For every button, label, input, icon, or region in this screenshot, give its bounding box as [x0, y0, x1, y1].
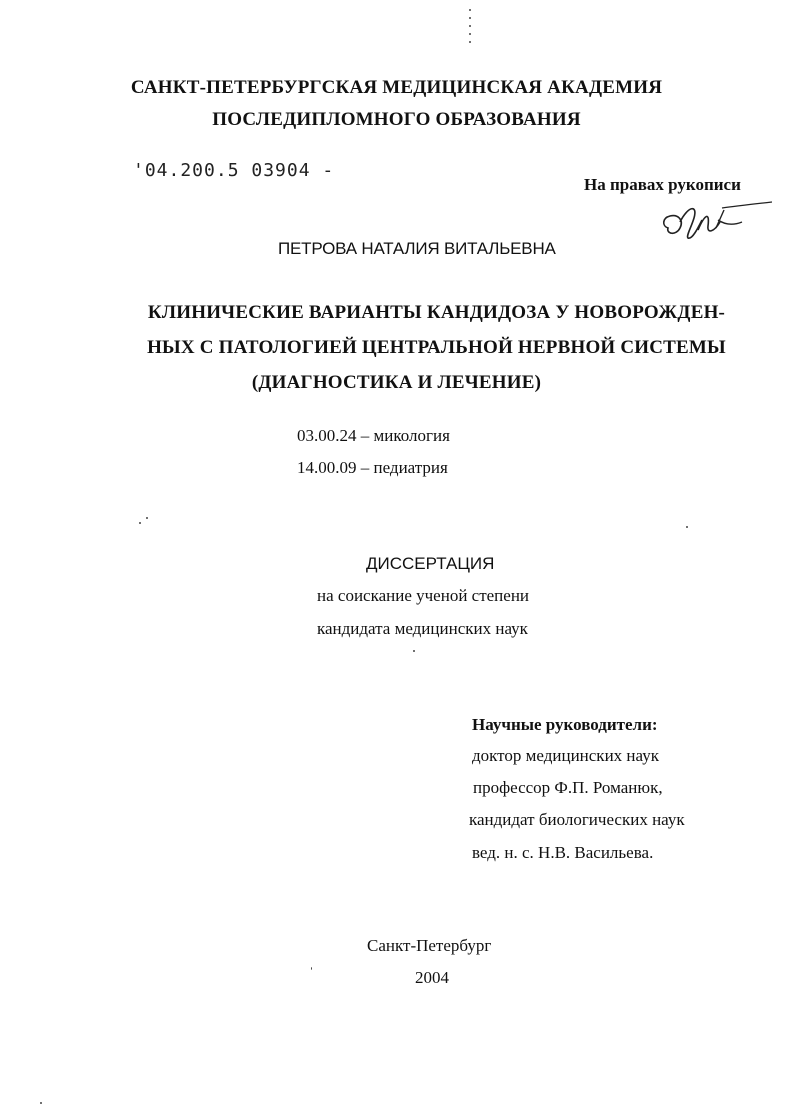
supervisor-line: профессор Ф.П. Романюк, — [473, 778, 663, 797]
specialty-code: 03.00.24 – микология — [297, 426, 450, 445]
scan-speck — [40, 1102, 42, 1104]
scan-speck — [469, 25, 471, 27]
rights-notice: На правах рукописи — [584, 175, 741, 194]
academy-name-line-2: ПОСЛЕДИПЛОМНОГО ОБРАЗОВАНИЯ — [212, 109, 581, 130]
degree-line-2: кандидата медицинских наук — [317, 619, 528, 638]
year: 2004 — [415, 968, 449, 987]
scan-speck — [311, 967, 312, 970]
dissertation-title-line-1: КЛИНИЧЕСКИЕ ВАРИАНТЫ КАНДИДОЗА У НОВОРОЖДЕН- — [147, 302, 726, 323]
scan-speck — [413, 650, 415, 652]
dissertation-title-line-3: (ДИАГНОСТИКА И ЛЕЧЕНИЕ) — [251, 372, 542, 393]
scan-speck — [686, 526, 688, 528]
signature-icon — [658, 198, 776, 244]
scan-speck — [146, 517, 148, 519]
scan-speck — [469, 41, 471, 43]
registration-stamp-number: '04.200.5 03904 - — [133, 160, 335, 181]
supervisor-line: доктор медицинских наук — [472, 746, 659, 765]
scan-speck — [139, 522, 141, 524]
dissertation-title-line-2: НЫХ С ПАТОЛОГИЕЙ ЦЕНТРАЛЬНОЙ НЕРВНОЙ СИСТЕМЫ — [147, 337, 726, 358]
author-name: ПЕТРОВА НАТАЛИЯ ВИТАЛЬЕВНА — [278, 239, 556, 258]
city: Санкт-Петербург — [367, 936, 492, 955]
scan-speck — [469, 9, 471, 11]
supervisor-line: кандидат биологических наук — [469, 810, 685, 829]
supervisors-heading: Научные руководители: — [472, 715, 658, 734]
document-type: ДИССЕРТАЦИЯ — [366, 554, 495, 573]
supervisor-line: вед. н. с. Н.В. Васильева. — [472, 843, 654, 862]
scan-speck — [469, 33, 471, 35]
degree-line-1: на соискание ученой степени — [317, 586, 530, 605]
academy-name-line-1: САНКТ-ПЕТЕРБУРГСКАЯ МЕДИЦИНСКАЯ АКАДЕМИЯ — [130, 77, 663, 98]
scan-speck — [469, 17, 471, 19]
specialty-code: 14.00.09 – педиатрия — [297, 458, 448, 477]
